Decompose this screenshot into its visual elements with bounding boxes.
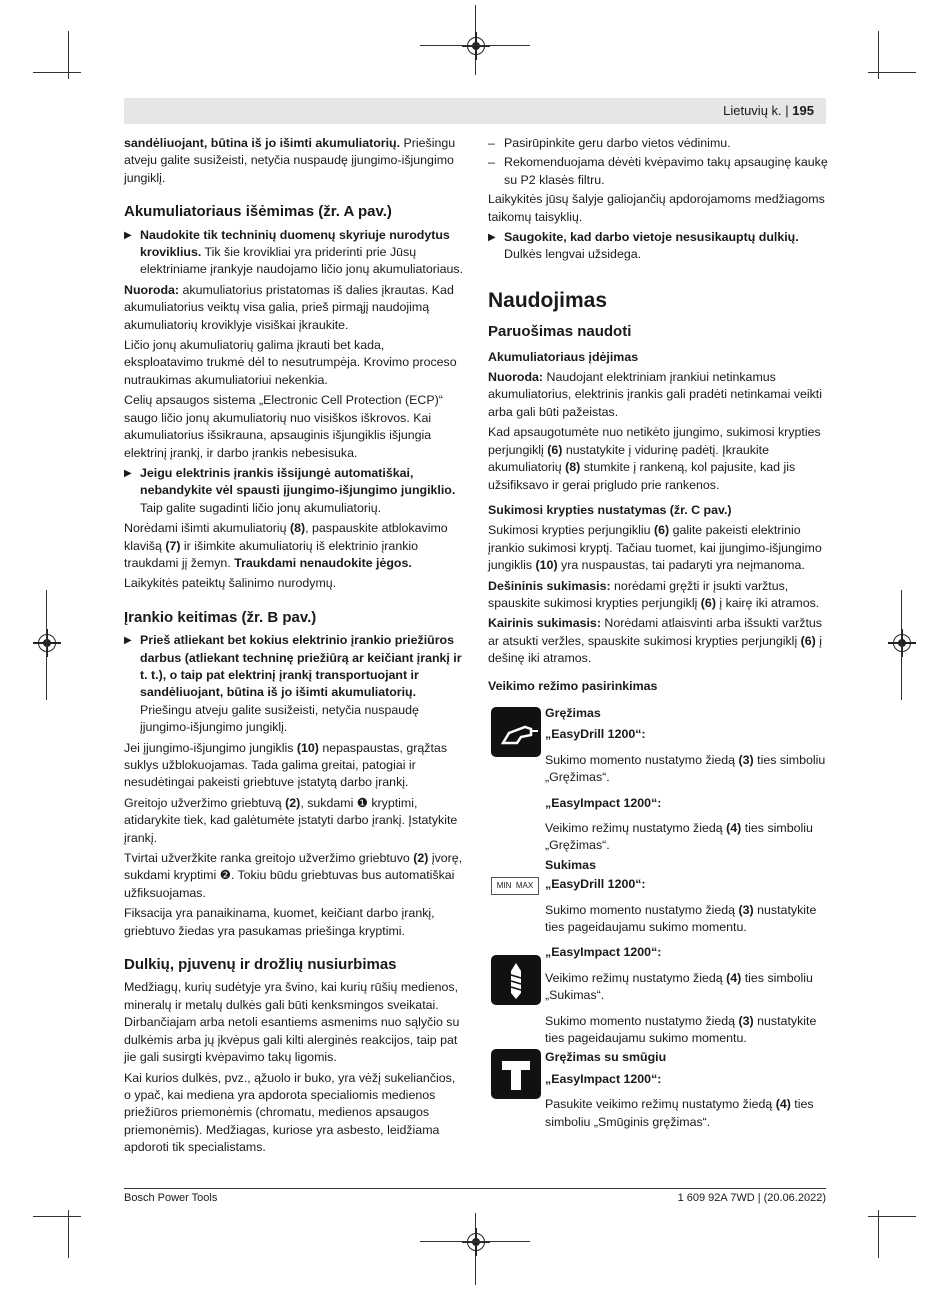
paragraph: Fiksacija yra panaikinama, kuomet, keičiant darbo įrankį, griebtuvo žiedas yra pasukamas priešinga kryptimi.: [124, 906, 435, 938]
dash-bullet: –: [488, 155, 495, 170]
ref-number: (10): [296, 740, 319, 755]
bold-text: Saugokite, kad darbo vietoje nesusikauptų dulkių.: [504, 230, 799, 245]
text: yra nuspaustas, tai padaryti yra neįmanoma.: [557, 558, 805, 573]
text: galite pakeisti elektrinio įrankio sukimosi kryptį. Tačiau tuomet, kai įjungimo-išjungimo jungiklis: [488, 523, 822, 573]
subsection-heading: Sukimosi krypties nustatymas (žr. C pav.): [488, 502, 732, 517]
text: į kairę iki atramos.: [715, 595, 820, 610]
footer-brand: Bosch Power Tools: [124, 1192, 218, 1204]
crop-mark: [878, 1210, 879, 1258]
text: stumkite į rankeną, kol pajusite, kad jis užsifiksavo ir gerai prigludo prie rankenos.: [488, 460, 796, 492]
ref-number: (8): [289, 521, 306, 536]
paragraph: Celių apsaugos sistema „Electronic Cell Protection (ECP)“ saugo ličio jonų akumuliatorių nuo visiškos iškrovos. Kai akumuliatorius išsikrauna, apsauginis išjungiklis išjungia elektrinį įrankį, ir darbo įrankis nebesisuka.: [124, 393, 443, 460]
model-label: „EasyImpact 1200“:: [545, 795, 662, 810]
triangle-right-icon: ▶: [124, 229, 132, 241]
text: Greitojo užveržimo griebtuvą: [124, 795, 286, 810]
ref-number: (10): [535, 558, 558, 573]
ref-number: (3): [738, 902, 754, 917]
paragraph: Ličio jonų akumuliatorių galima įkrauti bet kada, eksploatavimo trukmė dėl to nesutrumpėja. Krovimo proceso nutraukimas akumuliatoriui nekenkia.: [124, 338, 457, 387]
text: ties simboliu „Smūginis gręžimas“.: [545, 1097, 814, 1129]
paragraph: [545, 970, 828, 1005]
text: įvorę, sukdami kryptimi: [124, 851, 463, 883]
warning-item: [124, 227, 464, 279]
text: Norėdami atlaisvinti arba išsukti varžtus ar atsukti veržles, spauskite sukimosi krypties perjungiklį: [488, 616, 823, 648]
text: Tik šie krovikliai yra priderinti prie Jūsų elektriniame įrankyje naudojamo ličio jonų akumuliatoriaus.: [140, 245, 464, 277]
text: , paspauskite atblokavimo klavišą: [124, 521, 448, 553]
text: kryptimi, atidarykite tiek, kad galėtumėte įstatyti darbo įrankį. Įstatykite įrankį.: [124, 795, 458, 845]
header-bar: [124, 98, 826, 124]
registration-mark-icon: [467, 1233, 485, 1251]
paragraph: [488, 522, 828, 574]
mode-title: Gręžimas su smūgiu: [545, 1050, 667, 1065]
bold-text: Jeigu elektrinis įrankis išsijungė automatiškai, nebandykite vėl spausti įjungimo-išjungimo jungiklio.: [140, 465, 456, 498]
crop-mark: [33, 1216, 81, 1217]
text: ties simboliu „Sukimas“.: [545, 970, 813, 1003]
text: Kad apsaugotumėte nuo netikėto įjungimo, sukimosi krypties perjungiklį: [488, 425, 821, 457]
paragraph: [488, 615, 828, 667]
paragraph: [124, 740, 464, 792]
model-label: „EasyImpact 1200“:: [545, 945, 662, 960]
crop-mark: [46, 590, 47, 700]
text: norėdami gręžti ir įsukti varžtus, spauskite sukimosi krypties perjungiklį: [488, 578, 789, 610]
mode-screwing: [488, 857, 828, 1048]
paragraph: [545, 1096, 828, 1131]
note-paragraph: [124, 282, 464, 334]
circled-one-icon: ❶: [356, 795, 368, 810]
text: nustatykite į vidurinę padėtį. Įkraukite akumuliatorių: [488, 442, 770, 475]
text: Dulkės lengvai užsidega.: [504, 247, 642, 262]
section-heading: Dulkių, pjuvenų ir drožlių nusiurbimas: [124, 956, 397, 974]
text: Naudojant elektriniam įrankiui netinkamus akumuliatorius, elektrinis įrankis gali pradėti netinkamai veikti arba gali būti pažeistas.: [488, 370, 823, 419]
paragraph: Laikykitės pateiktų šalinimo nurodymų.: [124, 576, 337, 591]
text: Rekomenduojama dėvėti kvėpavimo takų apsauginę kaukę su P2 klasės filtru.: [504, 155, 828, 187]
note-label: Nuoroda:: [124, 282, 180, 297]
paragraph: [488, 424, 828, 494]
page-header: [723, 103, 814, 118]
crop-mark: [420, 45, 530, 46]
header-separator: |: [785, 103, 789, 118]
paragraph: [124, 520, 464, 572]
crop-mark: [901, 590, 902, 700]
bold-text: Naudokite tik techninių duomenų skyriuje nurodytus kroviklius.: [140, 227, 450, 260]
max-label: MAX: [515, 880, 534, 890]
warning-item: [124, 632, 464, 736]
text: ir išimkite akumuliatorių iš elektrinio įrankio traukdami jį žemyn.: [124, 538, 419, 570]
page-number: 195: [792, 103, 814, 118]
text: ties simboliu „Gręžimas“.: [545, 752, 826, 785]
ref-number: (2): [413, 851, 429, 866]
ref-number: (3): [738, 1013, 754, 1028]
text: ties simboliu „Gręžimas“.: [545, 821, 813, 853]
model-label: „EasyDrill 1200“:: [545, 877, 646, 892]
section-heading: Paruošimas naudoti: [488, 323, 632, 341]
subsection-heading: Akumuliatoriaus įdėjimas: [488, 349, 639, 364]
subsection-heading: Veikimo režimo pasirinkimas: [488, 678, 658, 693]
text: nustatykite ties pageidaujamu sukimo momentu.: [545, 1013, 817, 1046]
dash-bullet: –: [488, 136, 495, 150]
note-paragraph: [488, 369, 828, 421]
paragraph: Laikykitės jūsų šalyje galiojančių apdorojamoms medžiagoms taikomų taisyklių.: [488, 192, 825, 224]
text: Jei įjungimo-išjungimo jungiklis: [124, 740, 297, 755]
crop-mark: [68, 1210, 69, 1258]
ref-number: (3): [738, 752, 754, 767]
ref-number: (2): [285, 795, 301, 810]
ref-number: (7): [165, 538, 181, 553]
mode-title: Gręžimas: [545, 705, 601, 720]
note-label: Nuoroda:: [488, 370, 544, 385]
text: Priešingu atveju galite susižeisti, netyčia nuspaudę įjungimo-išjungimo jungiklį.: [124, 136, 456, 185]
screw-mode-icon: [491, 955, 541, 1005]
paragraph: Kai kurios dulkės, pvz., ąžuolo ir buko, yra vėžį sukeliančios, o ypač, kai mediena yra apdorota specialiomis medienos priežiūros priemonėmis (chromatu, medienos apsaugos priemonėmis). Medžiagas, kuriose yra asbesto, leidžiama apdoroti tik specialistams.: [124, 1070, 456, 1155]
crop-mark: [33, 72, 81, 73]
paragraph: Medžiagų, kurių sudėtyje yra švino, kai kurių rūšių medienos, mineralų ir metalų dulkės gali būti kenksmingos sveikatai. Dirbančiajam arba netoli esantiems asmenims nuo sąlyčio su dulkėmis arba jų įkvėpus gali kilti alerginės reakcijos, taip pat jie gali susirgti kvėpavimo takų ligomis.: [124, 980, 460, 1065]
triangle-right-icon: ▶: [488, 232, 496, 244]
list-item: [488, 154, 828, 189]
drill-mode-icon: [491, 707, 541, 757]
min-label: MIN: [496, 880, 512, 890]
warning-item: [488, 229, 828, 264]
text: Pasukite veikimo režimų nustatymo žiedą: [545, 1097, 776, 1112]
ref-number: (6): [700, 595, 716, 610]
bold-label: Dešininis sukimasis:: [488, 578, 611, 593]
crop-mark: [868, 1216, 916, 1217]
section-heading: Įrankio keitimas (žr. B pav.): [124, 608, 317, 626]
crop-mark: [868, 72, 916, 73]
text: Priešingu atveju galite susižeisti, netyčia nuspaudę įjungimo-išjungimo jungiklį.: [140, 702, 419, 735]
paragraph: [545, 820, 828, 855]
hammer-mode-icon: [491, 1049, 541, 1099]
text: , sukdami: [300, 795, 357, 810]
ref-number: (8): [565, 460, 581, 475]
triangle-right-icon: ▶: [124, 635, 132, 647]
ref-number: (6): [800, 633, 816, 648]
text: Tvirtai užveržkite ranka greitojo užveržimo griebtuvo: [124, 851, 414, 866]
text: Veikimo režimų nustatymo žiedą: [545, 821, 727, 835]
paragraph: [545, 752, 828, 787]
ref-number: (4): [775, 1097, 791, 1112]
text: Sukimo momento nustatymo žiedą: [545, 752, 739, 767]
crop-mark: [420, 1241, 530, 1242]
ref-number: (6): [653, 523, 670, 538]
mode-title: Sukimas: [545, 857, 596, 872]
text: Sukimo momento nustatymo žiedą: [545, 902, 739, 917]
right-column: [488, 135, 828, 1139]
registration-mark-icon: [893, 634, 911, 652]
left-column: [124, 135, 464, 1160]
chapter-title: Naudojimas: [488, 288, 608, 312]
text: Sukimosi krypties perjungikliu: [488, 523, 654, 538]
registration-mark-icon: [38, 634, 56, 652]
paragraph: [545, 902, 828, 937]
ref-number: (4): [726, 970, 742, 985]
text: Sukimo momento nustatymo žiedą: [545, 1013, 739, 1028]
min-max-torque-icon: [491, 877, 539, 895]
model-label: „EasyDrill 1200“:: [545, 727, 646, 742]
text: nepaspaustas, grąžtas suklys užblokuojamas. Tada galima greitai, patogiai ir nesudėtingai pakeisti griebtuve įstatytą darbo įrankį.: [124, 740, 448, 790]
mode-impact-drilling: [488, 1049, 828, 1131]
text: Pasirūpinkite geru darbo vietos vėdinimu.: [504, 136, 731, 150]
triangle-right-icon: ▶: [124, 467, 132, 479]
text: Veikimo režimų nustatymo žiedą: [545, 970, 727, 985]
paragraph: [545, 1013, 828, 1048]
text: nustatykite ties pageidaujamu sukimo momentu.: [545, 902, 817, 935]
footer-doc-id: 1 609 92A 7WD | (20.06.2022): [677, 1192, 826, 1204]
text: akumuliatorius pristatomas iš dalies įkrautas. Kad akumuliatorius veiktų visa galia, prieš pirmąjį naudojimą akumuliatorių kroviklyje visiškai įkraukite.: [124, 282, 454, 332]
warning-item: [124, 465, 464, 517]
model-label: „EasyImpact 1200“:: [545, 1071, 662, 1086]
paragraph: [488, 578, 828, 613]
circled-two-icon: ❷: [219, 868, 231, 883]
ref-number: (4): [726, 821, 742, 835]
bold-text: sandėliuojant, būtina iš jo išimti akumuliatorių.: [124, 136, 401, 150]
language-label: Lietuvių k.: [723, 103, 782, 118]
list-item: [488, 135, 828, 152]
ref-number: (6): [547, 442, 563, 457]
footer-divider: [124, 1188, 826, 1189]
bold-text: Traukdami nenaudokite jėgos.: [234, 555, 412, 570]
paragraph: [124, 795, 464, 847]
text: Norėdami išimti akumuliatorių: [124, 521, 290, 536]
registration-mark-icon: [467, 37, 485, 55]
text: . Tokiu būdu griebtuvas bus automatiškai užfiksuojamas.: [124, 868, 455, 900]
bold-text: Prieš atliekant bet kokius elektrinio įrankio priežiūros darbus (atliekant techninę priežiūrą ar keičiant įrankį ir t. t.), o taip pat elektrinį įrankį transportuojant ir sandėliuojant, būtina iš jo išimti akumuliatorių.: [140, 633, 462, 700]
paragraph: [124, 850, 464, 902]
text: Taip galite sugadinti ličio jonų akumuliatorių.: [140, 500, 382, 515]
mode-drilling: [488, 705, 828, 855]
bold-label: Kairinis sukimasis:: [488, 616, 601, 631]
paragraph: [124, 135, 464, 187]
text: į dešinę iki atramos.: [488, 633, 822, 666]
section-heading: Akumuliatoriaus išėmimas (žr. A pav.): [124, 203, 392, 221]
